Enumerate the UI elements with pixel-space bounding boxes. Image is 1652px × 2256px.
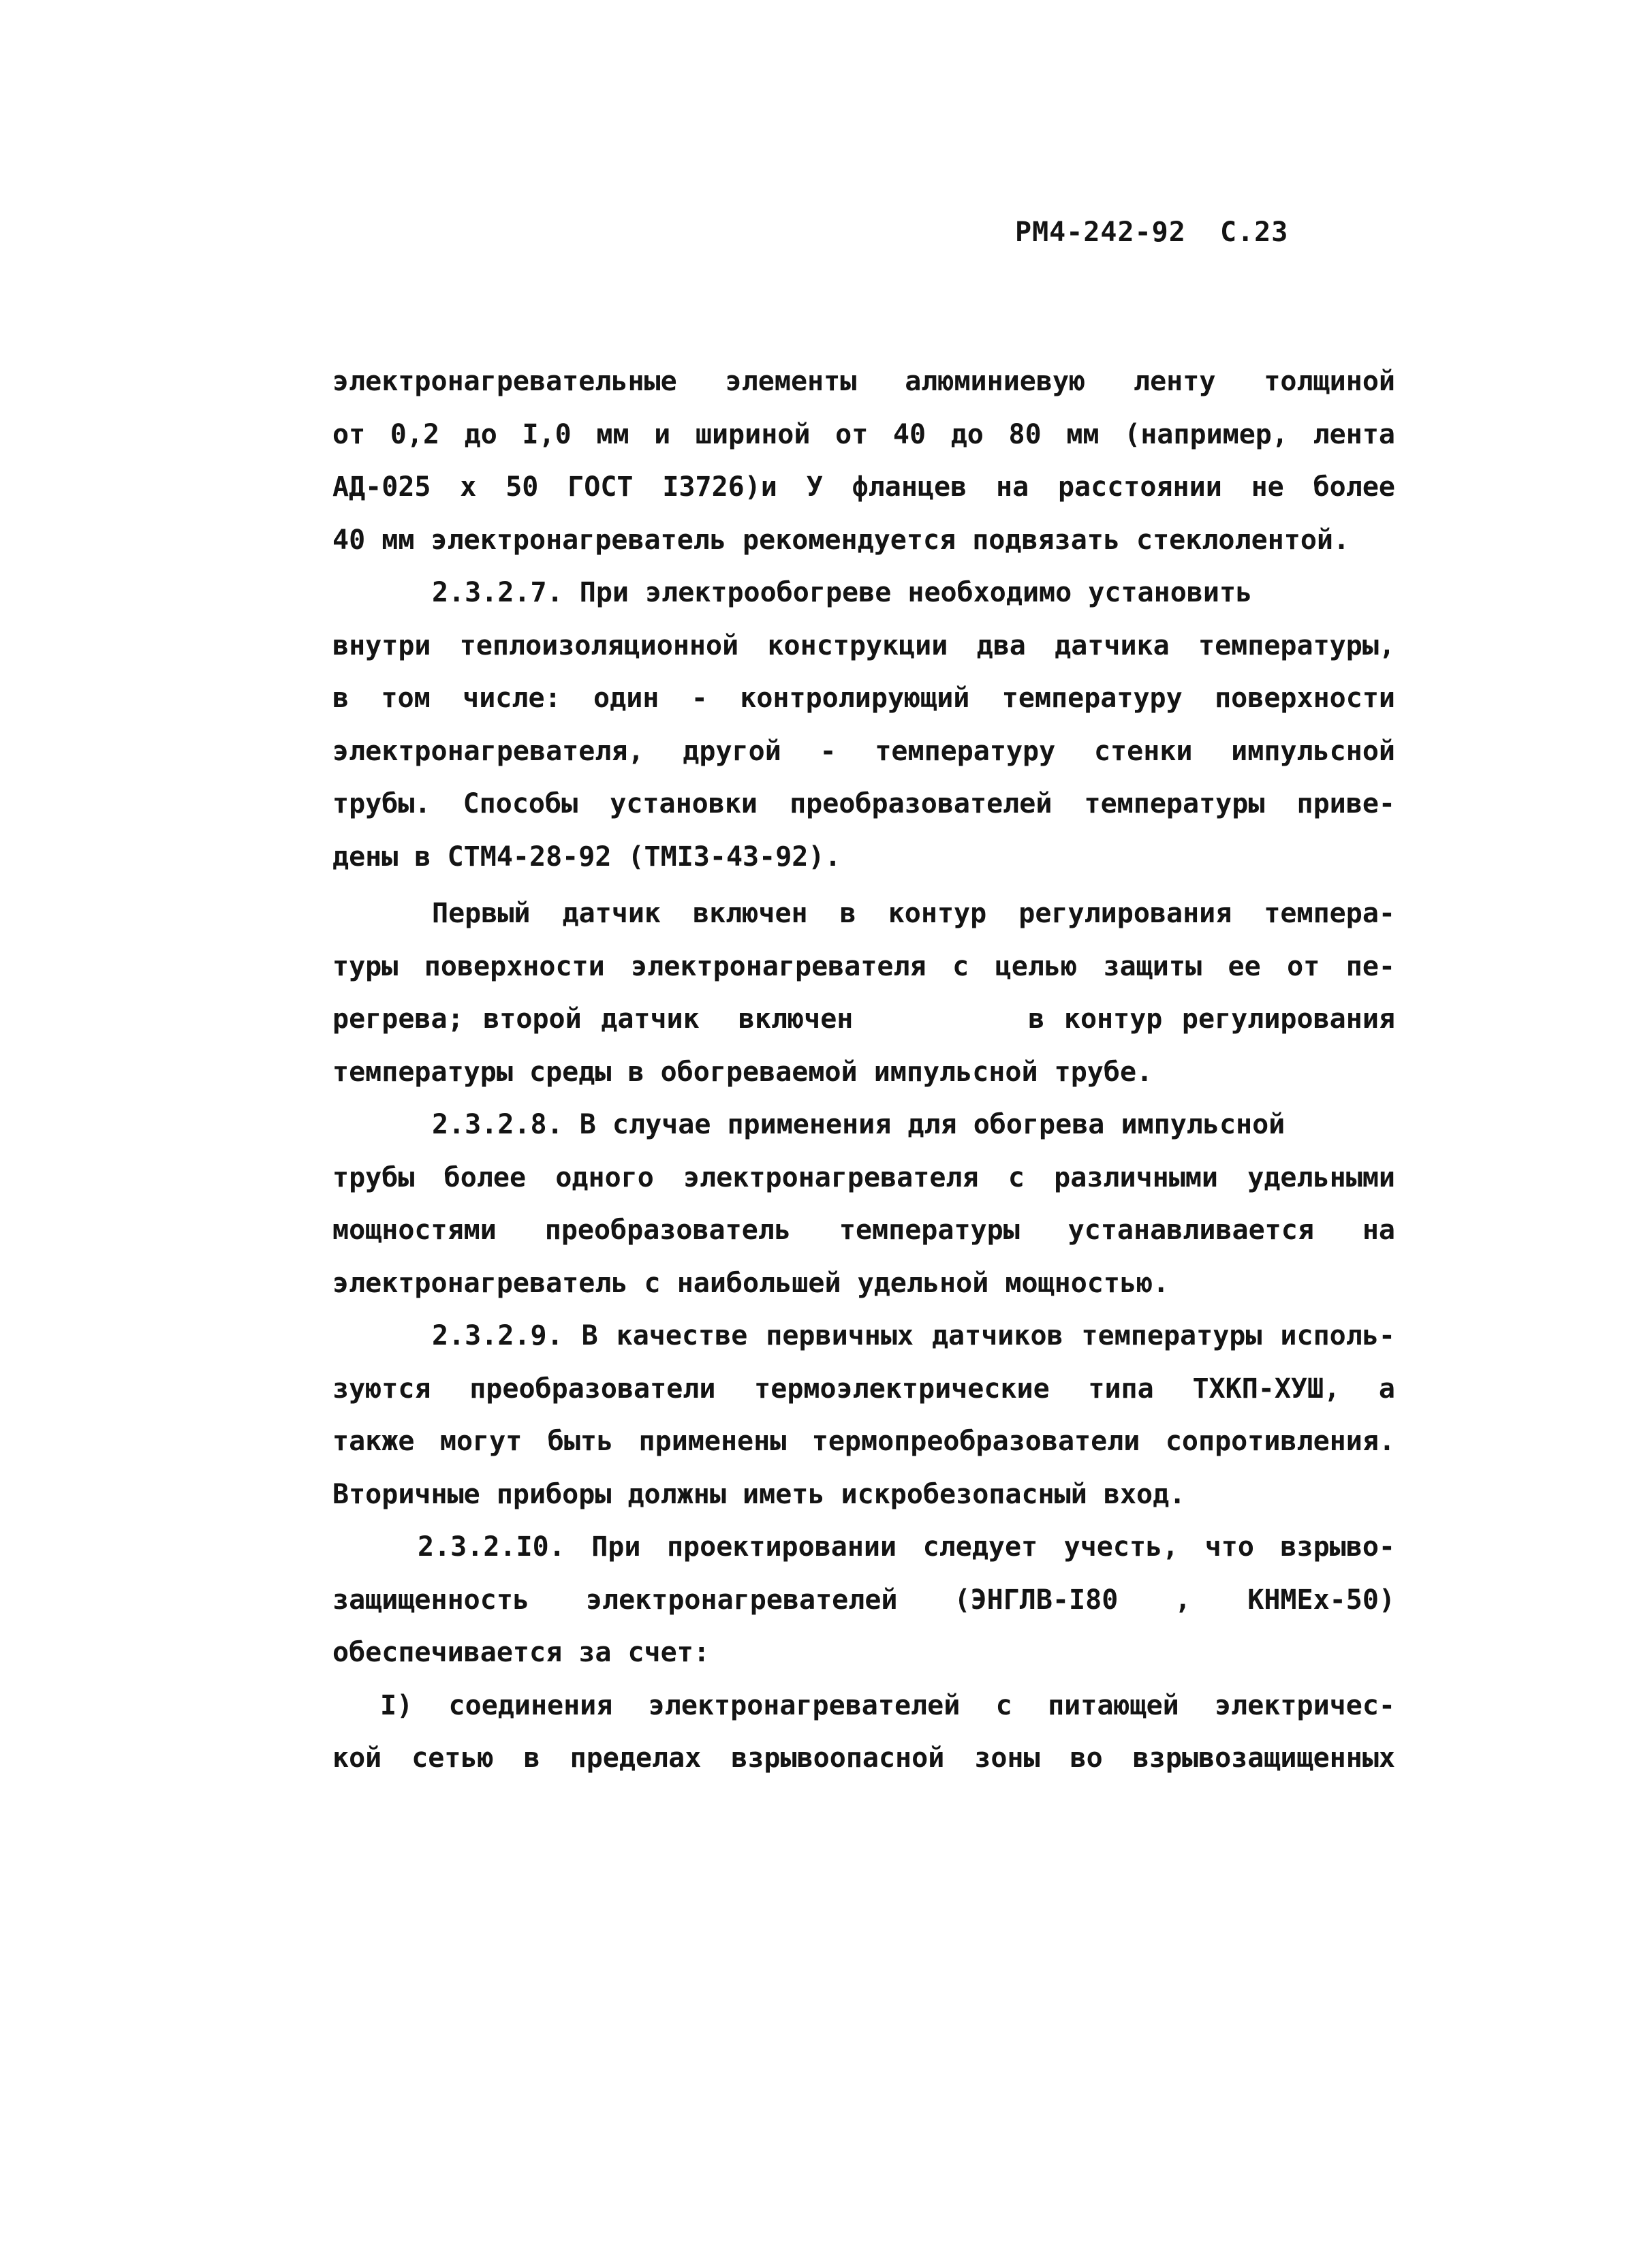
clause-heading: 2.3.2.I0. При проектировании следует учесть, что взрыво- <box>418 1531 1395 1563</box>
document-body <box>332 356 1395 1785</box>
text-line: трубы более одного электронагревателя с различными удельными <box>332 1161 1395 1193</box>
clause-heading: 2.3.2.7. При электрообогреве необходимо установить <box>432 577 1253 608</box>
text-line: защищенность электронагревателей (ЭНГЛВ-I80 , КНМЕх-50) <box>332 1584 1395 1616</box>
text-line: также могут быть применены термопреобразователи сопротивления. <box>332 1426 1395 1457</box>
text-line: Первый датчик включен в контур регулирования темпера- <box>432 898 1395 929</box>
text-line: электронагревателя, другой - температуру стенки импульсной <box>332 735 1395 767</box>
text-line: Вторичные приборы должны иметь искробезопасный вход. <box>332 1478 1186 1510</box>
text-line: от 0,2 до I,0 мм и шириной от 40 до 80 мм (например, лента <box>332 418 1395 450</box>
text-line: зуются преобразователи термоэлектрические типа ТХКП-ХУШ, а <box>332 1373 1395 1405</box>
text-line: туры поверхности электронагревателя с целью защиты ее от пе- <box>332 950 1395 982</box>
document-header: РМ4-242-92 С.23 <box>1015 217 1289 248</box>
text-line: внутри теплоизоляционной конструкции два датчика температуры, <box>332 629 1395 661</box>
text-line: 40 мм электронагреватель рекомендуется подвязать стеклолентой. <box>332 524 1350 556</box>
text-line: в том числе: один - контролирующий температуру поверхности <box>332 683 1395 714</box>
list-item: I) соединения электронагревателей с питающей электричес- <box>380 1689 1395 1721</box>
text-line: обеспечивается за счет: <box>332 1637 710 1668</box>
text-line: кой сетью в пределах взрывоопасной зоны во взрывозащищенных <box>332 1742 1395 1774</box>
text-line: мощностями преобразователь температуры устанавливается на <box>332 1215 1395 1246</box>
clause-heading: 2.3.2.9. В качестве первичных датчиков температуры исполь- <box>432 1320 1395 1351</box>
text-line: электронагреватель с наибольшей удельной мощностью. <box>332 1267 1170 1299</box>
text-line: электронагревательные элементы алюминиевую ленту толщиной <box>332 366 1395 397</box>
text-line: трубы. Способы установки преобразователей температуры приве- <box>332 788 1395 819</box>
text-line: АД-025 х 50 ГОСТ I3726)и У фланцев на расстоянии не более <box>332 471 1395 503</box>
text-line: регрева; второй датчик включен в контур регулирования <box>332 1003 1395 1035</box>
text-line: температуры среды в обогреваемой импульсной трубе. <box>332 1056 1153 1088</box>
clause-heading: 2.3.2.8. В случае применения для обогрева импульсной <box>432 1109 1285 1140</box>
text-line: дены в СТМ4-28-92 (ТМI3-43-92). <box>332 841 841 873</box>
